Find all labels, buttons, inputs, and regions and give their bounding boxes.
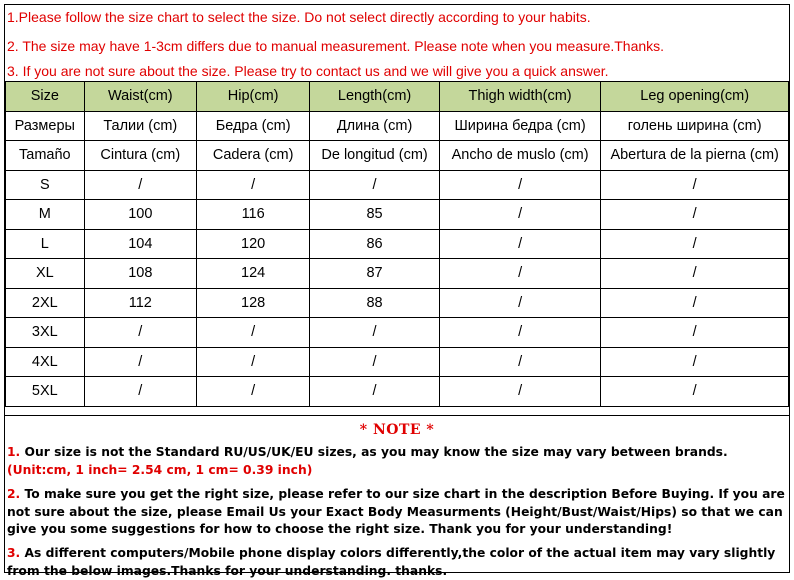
header-ru-cell: Размеры (6, 111, 85, 141)
table-cell: / (310, 170, 440, 200)
table-cell: / (196, 318, 309, 348)
size-cell: 3XL (6, 318, 85, 348)
table-cell: 86 (310, 229, 440, 259)
header-cell: Waist(cm) (84, 82, 196, 112)
table-header-row (6, 82, 789, 112)
table-cell: / (439, 259, 601, 289)
table-cell: 87 (310, 259, 440, 289)
table-row (6, 347, 789, 377)
header-ru-cell: Талии (cm) (84, 111, 196, 141)
table-cell: 120 (196, 229, 309, 259)
table-cell: / (439, 200, 601, 230)
table-cell: / (196, 347, 309, 377)
note-1-text: Our size is not the Standard RU/US/UK/EU sizes, as you may know the size may vary between brands. (20, 445, 727, 459)
note-paragraph-2 (7, 486, 785, 539)
note-2-line-2: not sure about the size, please Email Us your Exact Body Measurments (Height/Bust/Waist/Hips) so that we can (7, 504, 785, 522)
table-cell: / (601, 347, 789, 377)
note-section (5, 415, 789, 574)
table-cell: / (84, 347, 196, 377)
table-cell: / (601, 377, 789, 407)
note-3-number: 3. (7, 546, 20, 560)
table-cell: / (310, 377, 440, 407)
table-cell: / (439, 318, 601, 348)
note-paragraph-3 (7, 545, 775, 580)
table-header-ru-row (6, 111, 789, 141)
note-1-number: 1. (7, 445, 20, 459)
header-ru-cell: Бедра (cm) (196, 111, 309, 141)
table-cell: 100 (84, 200, 196, 230)
table-header-es-row (6, 141, 789, 171)
table-cell: / (601, 288, 789, 318)
note-2-line-3: give you some suggestions for how to choose the right size. Thank you for your understanding! (7, 521, 785, 539)
top-note-1: 1.Please follow the size chart to select the size. Do not select directly according to your habits. (7, 9, 591, 25)
header-ru-cell: голень ширина (cm) (601, 111, 789, 141)
size-cell: 2XL (6, 288, 85, 318)
table-cell: 124 (196, 259, 309, 289)
table-cell: 116 (196, 200, 309, 230)
header-cell: Thigh width(cm) (439, 82, 601, 112)
header-cell: Length(cm) (310, 82, 440, 112)
table-cell: / (196, 170, 309, 200)
table-cell: 104 (84, 229, 196, 259)
table-cell: / (84, 170, 196, 200)
header-ru-cell: Ширина бедра (cm) (439, 111, 601, 141)
table-cell: 85 (310, 200, 440, 230)
table-cell: / (310, 318, 440, 348)
header-cell: Leg opening(cm) (601, 82, 789, 112)
header-cell: Size (6, 82, 85, 112)
header-es-cell: Cadera (cm) (196, 141, 309, 171)
table-cell: / (310, 347, 440, 377)
table-row (6, 229, 789, 259)
size-chart-document (4, 4, 790, 573)
header-es-cell: Abertura de la pierna (cm) (601, 141, 789, 171)
size-cell: 5XL (6, 377, 85, 407)
size-cell: XL (6, 259, 85, 289)
table-cell: / (439, 229, 601, 259)
size-table (5, 81, 789, 407)
note-1-unit: (Unit:cm, 1 inch= 2.54 cm, 1 cm= 0.39 inch) (7, 462, 728, 480)
size-cell: S (6, 170, 85, 200)
table-cell: / (601, 259, 789, 289)
note-2-line-1 (7, 486, 785, 504)
table-row (6, 318, 789, 348)
table-row (6, 259, 789, 289)
table-row (6, 377, 789, 407)
table-cell: / (601, 318, 789, 348)
header-ru-cell: Длина (cm) (310, 111, 440, 141)
top-note-3: 3. If you are not sure about the size. Please try to contact us and we will give you a quick answer. (7, 63, 609, 79)
table-cell: / (601, 170, 789, 200)
header-es-cell: Ancho de muslo (cm) (439, 141, 601, 171)
table-cell: 112 (84, 288, 196, 318)
table-cell: / (439, 347, 601, 377)
note-3-line-1 (7, 545, 775, 563)
note-3-line-2: from the below images.Thanks for your understanding. thanks. (7, 563, 775, 580)
table-row (6, 170, 789, 200)
table-cell: 88 (310, 288, 440, 318)
note-1-line (7, 444, 728, 462)
table-cell: / (439, 377, 601, 407)
note-title: * NOTE * (5, 422, 789, 438)
header-cell: Hip(cm) (196, 82, 309, 112)
table-cell: / (196, 377, 309, 407)
size-cell: L (6, 229, 85, 259)
table-row (6, 200, 789, 230)
top-note-2: 2. The size may have 1-3cm differs due to manual measurement. Please note when you measure.Thanks. (7, 38, 664, 54)
note-2-text: To make sure you get the right size, please refer to our size chart in the description Before Buying. If you are (20, 487, 785, 501)
table-cell: 128 (196, 288, 309, 318)
size-cell: M (6, 200, 85, 230)
note-3-text: As different computers/Mobile phone display colors differently,the color of the actual item may vary slightly (20, 546, 775, 560)
header-es-cell: De longitud (cm) (310, 141, 440, 171)
note-paragraph-1 (7, 444, 728, 479)
table-cell: / (84, 318, 196, 348)
table-cell: / (601, 229, 789, 259)
table-cell: / (439, 288, 601, 318)
header-es-cell: Cintura (cm) (84, 141, 196, 171)
table-row (6, 288, 789, 318)
header-es-cell: Tamaño (6, 141, 85, 171)
table-cell: / (84, 377, 196, 407)
table-cell: / (439, 170, 601, 200)
note-2-number: 2. (7, 487, 20, 501)
table-cell: 108 (84, 259, 196, 289)
table-cell: / (601, 200, 789, 230)
size-cell: 4XL (6, 347, 85, 377)
